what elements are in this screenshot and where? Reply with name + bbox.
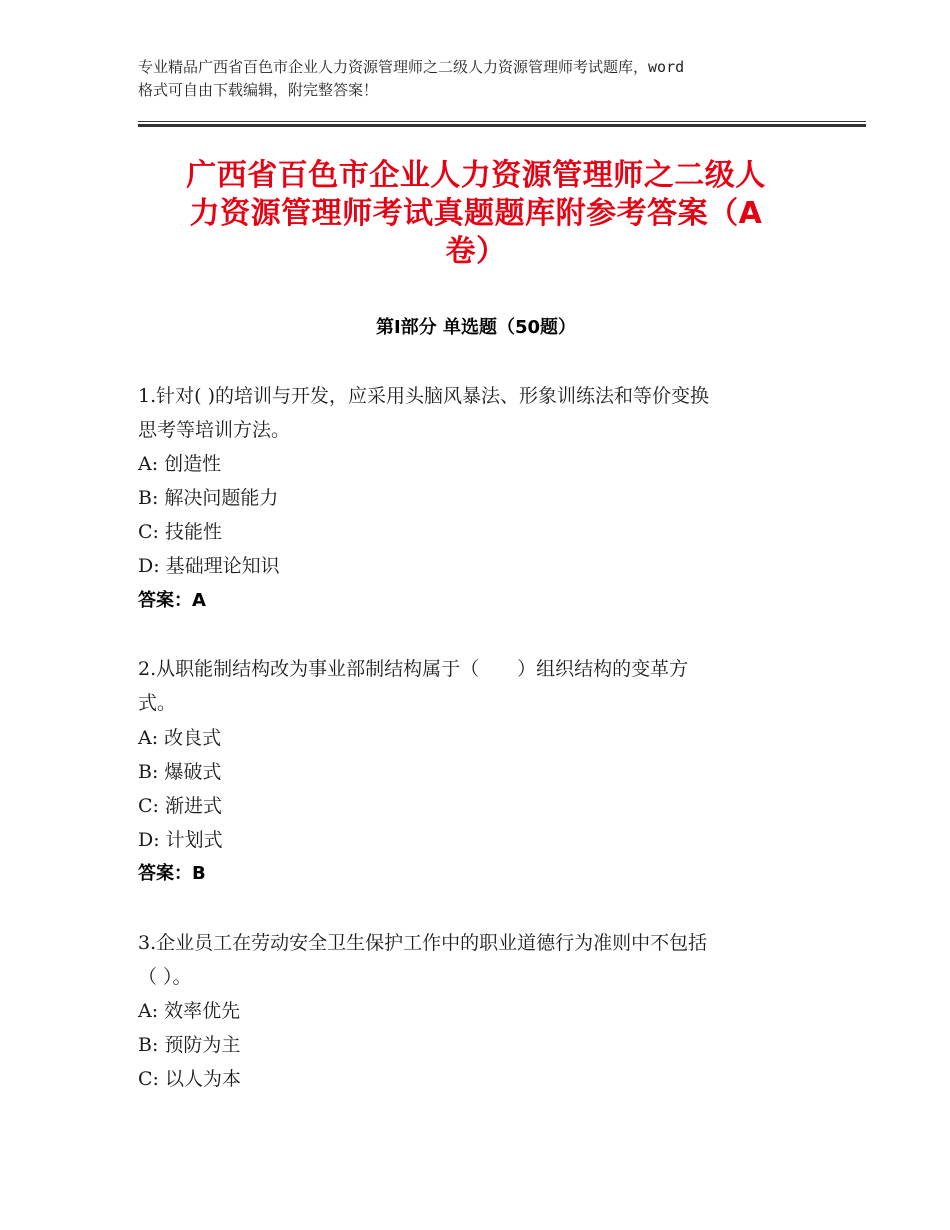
answer: 答案：A <box>138 590 206 611</box>
question-stem-line: 1.针对( )的培训与开发，应采用头脑风暴法、形象训练法和等价变换 <box>138 385 709 407</box>
question-stem-line: 思考等培训方法。 <box>138 419 291 441</box>
question-stem <box>138 379 709 447</box>
header-note <box>138 56 828 102</box>
question-stem-line: 3.企业员工在劳动安全卫生保护工作中的职业道德行为准则中不包括 <box>138 932 708 954</box>
title-line: 卷） <box>445 234 507 269</box>
option-c: C: 渐进式 <box>138 795 222 817</box>
header-note-line: 专业精品广西省百色市企业人力资源管理师之二级人力资源管理师考试题库，word <box>138 58 685 76</box>
header-divider-thick <box>138 124 866 127</box>
option-c: C: 技能性 <box>138 521 222 543</box>
section-heading: 第Ⅰ部分 单选题（50题） <box>375 317 576 338</box>
question-stem <box>138 652 688 720</box>
answer: 答案：B <box>138 863 206 884</box>
title-line: 力资源管理师考试真题题库附参考答案（A <box>189 196 763 231</box>
option-b: B: 预防为主 <box>138 1034 241 1056</box>
option-c: C: 以人为本 <box>138 1068 241 1090</box>
question-stem-line: 2.从职能制结构改为事业部制结构属于（ ）组织结构的变革方 <box>138 658 689 680</box>
option-a: A: 创造性 <box>138 453 222 475</box>
header-divider <box>138 121 866 122</box>
question-stem-line: （ ）。 <box>138 966 192 988</box>
option-b: B: 爆破式 <box>138 761 222 783</box>
question-stem-line: 式。 <box>138 692 177 714</box>
option-d: D: 计划式 <box>138 829 223 851</box>
option-a: A: 效率优先 <box>138 1000 241 1022</box>
option-b: B: 解决问题能力 <box>138 487 279 509</box>
option-a: A: 改良式 <box>138 727 222 749</box>
title-line: 广西省百色市企业人力资源管理师之二级人 <box>186 158 766 193</box>
option-d: D: 基础理论知识 <box>138 555 280 577</box>
question-stem <box>138 926 707 994</box>
document-title <box>138 157 814 271</box>
header-note-line: 格式可自由下载编辑，附完整答案！ <box>138 81 379 99</box>
